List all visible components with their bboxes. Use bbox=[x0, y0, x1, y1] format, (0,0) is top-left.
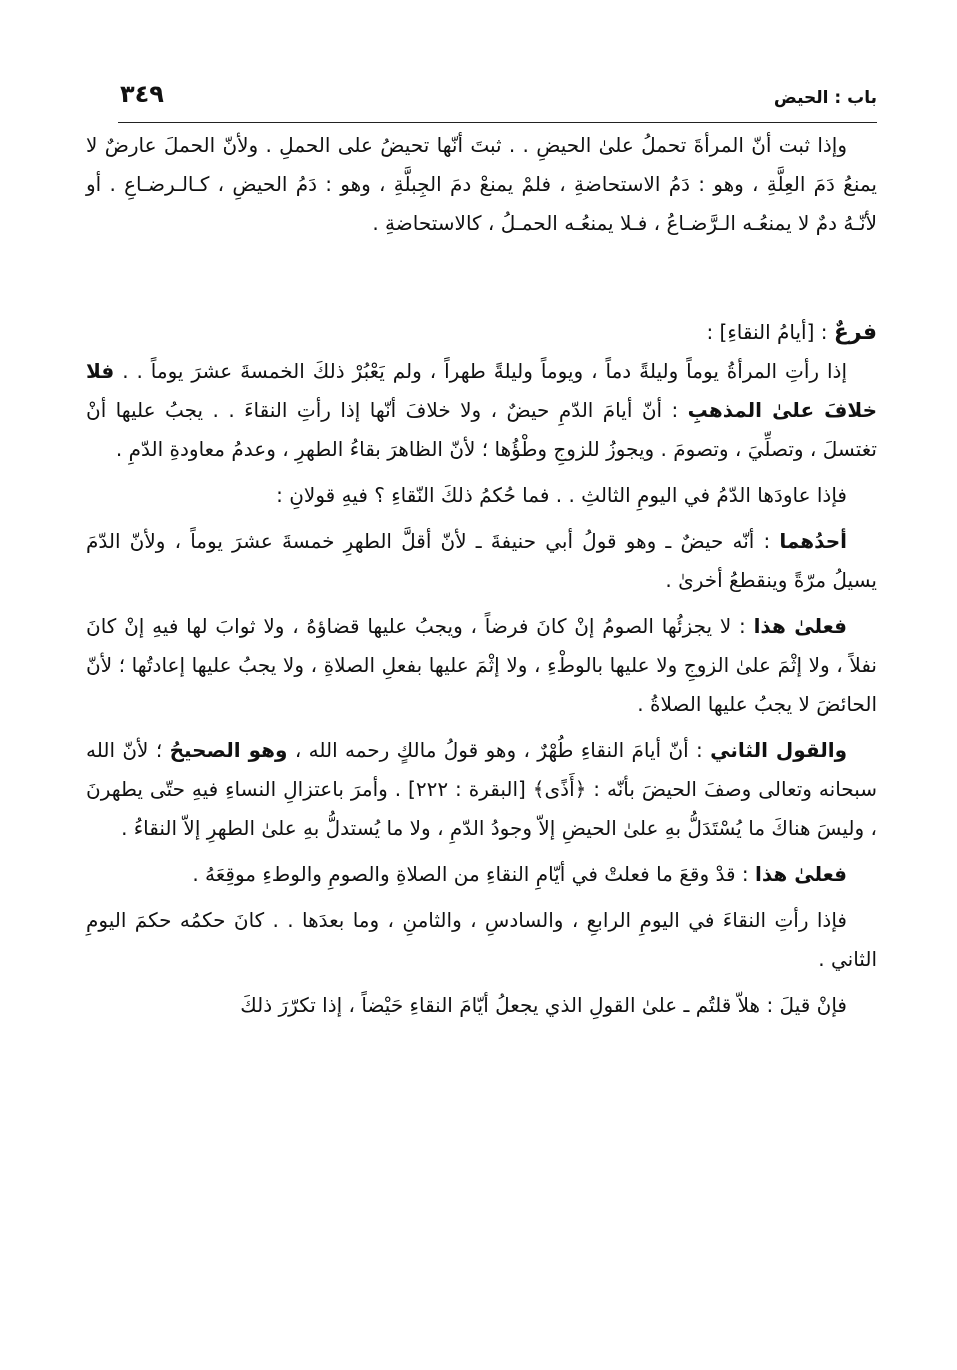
heading-title: : [أيامُ النقاءِ] : bbox=[706, 320, 834, 344]
paragraph-8-prefix: فعلىٰ هذا bbox=[754, 862, 847, 886]
paragraph-3-text2: : أنّ أيامَ الدّمِ حيضٌ ، ولا خلافَ أنّها إذا رأتِ النقاءَ . . يجبُ عليها أنْ تغتسلَ ، وتصلِّيَ ، وتصومَ . ويجوزُ للزوجِ وطْؤُها ؛ لأنّ الظاهرَ بقاءُ الطهرِ ، وعدمُ معاودةِ الدّمِ . bbox=[86, 398, 877, 461]
paragraph-1 bbox=[86, 126, 877, 243]
paragraph-1-text: وإذا ثبت أنّ المرأةَ تحملُ علىٰ الحيضِ . . ثبتَ أنّها تحيضُ على الحملِ . ولأنّ الحملَ عارضٌ لا يمنعُ دَمَ العِلَّةِ ، وهو : دَمُ الاستحاضةِ ، فلمْ يمنعْ دمَ الجِبلَّةِ ، وهو : دَمُ الحيضِ ، كـالـرضـاعِ . أو لأنّـهُ دمٌ لا يمنعُـه الـرَّضـاعُ ، فـلا يمنعُـه الحمـلُ ، كالاستحاضةِ . bbox=[86, 133, 877, 235]
paragraph-5-prefix: أحدُهما bbox=[779, 529, 847, 553]
paragraph-9 bbox=[86, 901, 877, 979]
paragraph-5-text: : أنّه حيضٌ ـ وهو قولُ أبي حنيفةَ ـ لأنّ أقلَّ الطهرِ خمسةَ عشرَ يوماً ، ولأنّ الدّمَ يسيلُ مرّةً وينقطعُ أخرىٰ . bbox=[86, 529, 877, 592]
paragraph-7-text2: ؛ لأنّ الله سبحانه وتعالى وصفَ الحيضَ بأنّه : ﴿أَذًى﴾ [البقرة : ٢٢٢] . وأمرَ باعتزالِ النساءِ فيهِ حتّى يطهرنَ ، وليسَ هناكَ ما يُسْتَدَلُّ بهِ علىٰ الحيضِ إلاّ وجودُ الدّمِ ، ولا ما يُستدلُّ بهِ علىٰ الطهرِ إلاّ النقاءُ . bbox=[86, 738, 878, 840]
paragraph-10-text: فإنْ قيلَ : هلاّ قلتُم ـ علىٰ القولِ الذي يجعلُ أيّامَ النقاءِ حَيْضاً ، إذا تكرّرَ ذلكَ bbox=[240, 993, 847, 1017]
paragraph-7-prefix: والقول الثاني bbox=[710, 738, 848, 762]
paragraph-3-bold: فلا خلافَ علىٰ المذهبِ bbox=[86, 359, 878, 422]
page-body bbox=[86, 126, 877, 1025]
paragraph-4 bbox=[86, 476, 877, 515]
section-heading bbox=[86, 313, 877, 352]
paragraph-7-bold: وهو الصحيحُ bbox=[169, 738, 288, 762]
paragraph-6-text: : لا يجزئُها الصومُ إنْ كانَ فرضاً ، ويجبُ عليها قضاؤهُ ، ولا ثوابَ لها فيهِ إنْ كانَ نفلاً ، ولا إثْمَ علىٰ الزوجِ ولا عليها بالوطْءِ ، ولا إثْمَ عليها بفعلِ الصلاةِ ، ولا يجبُ عليها إعادتُها ؛ لأنّ الحائضَ لا يجبُ عليها الصلاةُ . bbox=[86, 614, 877, 716]
paragraph-4-text: فإذا عاودَها الدّمُ في اليومِ الثالثِ . . فما حُكمُ ذلكَ النّقاءِ ؟ فيهِ قولانِ : bbox=[276, 483, 847, 507]
paragraph-8 bbox=[86, 855, 877, 894]
paragraph-7-text: : أنّ أيامَ النقاءِ طُهْرٌ ، وهو قولُ مالكٍ رحمه الله ، bbox=[294, 738, 711, 762]
paragraph-7 bbox=[86, 731, 877, 848]
page-header bbox=[118, 78, 877, 123]
paragraph-3-text: إذا رأتِ المرأةُ يوماً وليلةً دماً ، ويوماً وليلةً طهراً ، ولم يَعْبُرْ ذلكَ الخمسةَ عشرَ يوماً . . bbox=[122, 359, 847, 383]
heading-prefix: فرعٌ bbox=[833, 320, 877, 345]
paragraph-6-prefix: فعلىٰ هذا bbox=[753, 614, 847, 638]
paragraph-5 bbox=[86, 522, 877, 600]
paragraph-6 bbox=[86, 607, 877, 724]
paragraph-3 bbox=[86, 352, 877, 469]
paragraph-10 bbox=[86, 986, 877, 1025]
paragraph-8-text: : قدْ وقعَ ما فعلتْ في أيّامِ النقاءِ من الصلاةِ والصومِ والوطءِ موقِعَهُ . bbox=[192, 862, 755, 886]
running-title: باب : الحيض bbox=[773, 88, 877, 108]
page-number: ٣٤٩ bbox=[120, 80, 164, 108]
paragraph-9-text: فإذا رأتِ النقاءَ في اليومِ الرابعِ ، والسادسِ ، والثامنِ ، وما بعدَها . . كانَ حكمُه حكمَ اليومِ الثاني . bbox=[86, 908, 877, 971]
